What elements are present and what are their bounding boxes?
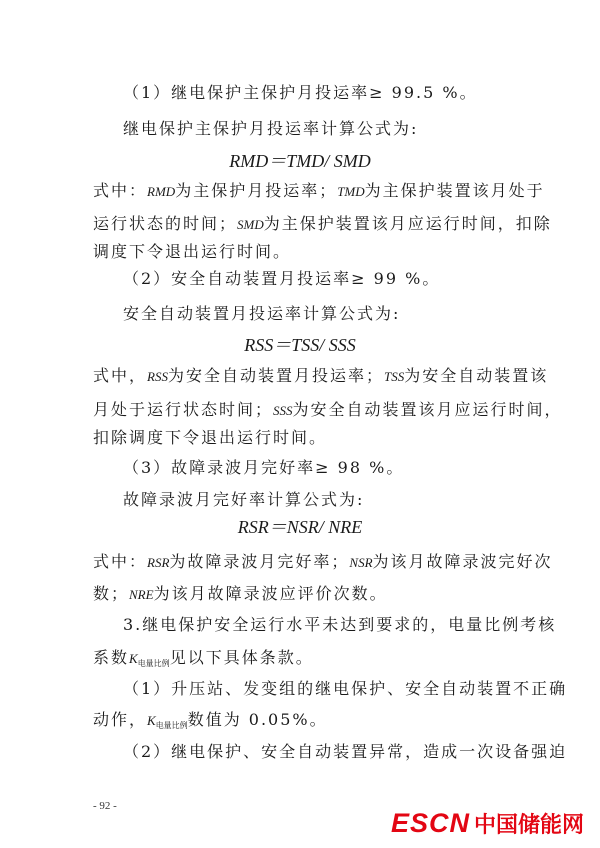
- para-definition-1b: 运行状态的时间；SMD为主保护装置该月应运行时间，扣除: [93, 214, 552, 233]
- symbol-k: K: [129, 651, 138, 666]
- para-clause-3: （3）故障录波月完好率≥ 98 %。: [123, 458, 405, 477]
- symbol-k-subscript: 电量比例: [155, 721, 188, 730]
- para-definition-2a: 式中，RSS为安全自动装置月投运率；TSS为安全自动装置该: [93, 366, 549, 385]
- escn-logo: [391, 808, 584, 838]
- logo-text-en: ESCN: [390, 807, 470, 838]
- symbol-rsr: RSR: [147, 555, 170, 570]
- page-number: - 92 -: [93, 800, 117, 812]
- para-section-3-cont: 系数$K_{电量比例}$见以下具体条款。: [93, 648, 314, 668]
- para-definition-2c: 扣除调度下令退出运行时间。: [93, 428, 328, 447]
- para-definition-1c: 调度下令退出运行时间。: [93, 242, 292, 261]
- para-formula-intro-1: 继电保护主保护月投运率计算公式为:: [123, 119, 419, 138]
- formula-rmd: RMD＝TMD/ SMD: [229, 151, 371, 171]
- para-section-3: 3.继电保护安全运行水平未达到要求的，电量比例考核: [123, 615, 557, 634]
- para-definition-3a: 式中：RSR为故障录波月完好率；NSR为该月故障录波完好次: [93, 552, 553, 571]
- symbol-smd: SMD: [237, 217, 264, 232]
- logo-text-cn: 中国储能网: [473, 811, 584, 837]
- symbol-tss: TSS: [383, 369, 405, 384]
- formula-rsr: RSR＝NSR/ NRE: [237, 517, 363, 537]
- symbol-tmd: TMD: [337, 184, 365, 199]
- symbol-k-subscript: 电量比例: [137, 659, 170, 668]
- formula-rss: RSS＝TSS/ SSS: [244, 335, 356, 355]
- para-clause-2: （2）安全自动装置月投运率≥ 99 %。: [123, 269, 441, 288]
- para-definition-2b: 月处于运行状态时间；SSS为安全自动装置该月应运行时间，: [93, 400, 563, 419]
- para-item-1: （1）升压站、发变组的继电保护、安全自动装置不正确: [123, 679, 568, 698]
- symbol-rmd: RMD: [147, 184, 176, 199]
- para-item-2: （2）继电保护、安全自动装置异常，造成一次设备强迫: [123, 742, 568, 761]
- para-item-1-cont: 动作，$K_{电量比例}$数值为 0.05%。: [93, 710, 328, 730]
- symbol-nre: NRE: [129, 587, 154, 602]
- para-formula-intro-3: 故障录波月完好率计算公式为:: [123, 490, 365, 509]
- symbol-k: K: [147, 713, 156, 728]
- symbol-sss: SSS: [273, 403, 293, 418]
- para-definition-3b: 数；NRE为该月故障录波应评价次数。: [93, 584, 388, 603]
- symbol-rss: RSS: [147, 369, 168, 384]
- para-formula-intro-2: 安全自动装置月投运率计算公式为:: [123, 304, 401, 323]
- para-clause-1: （1）继电保护主保护月投运率≥ 99.5 %。: [123, 83, 478, 102]
- symbol-nsr: NSR: [349, 555, 373, 570]
- para-definition-1a: 式中：RMD为主保护月投运率；TMD为主保护装置该月处于: [93, 181, 545, 200]
